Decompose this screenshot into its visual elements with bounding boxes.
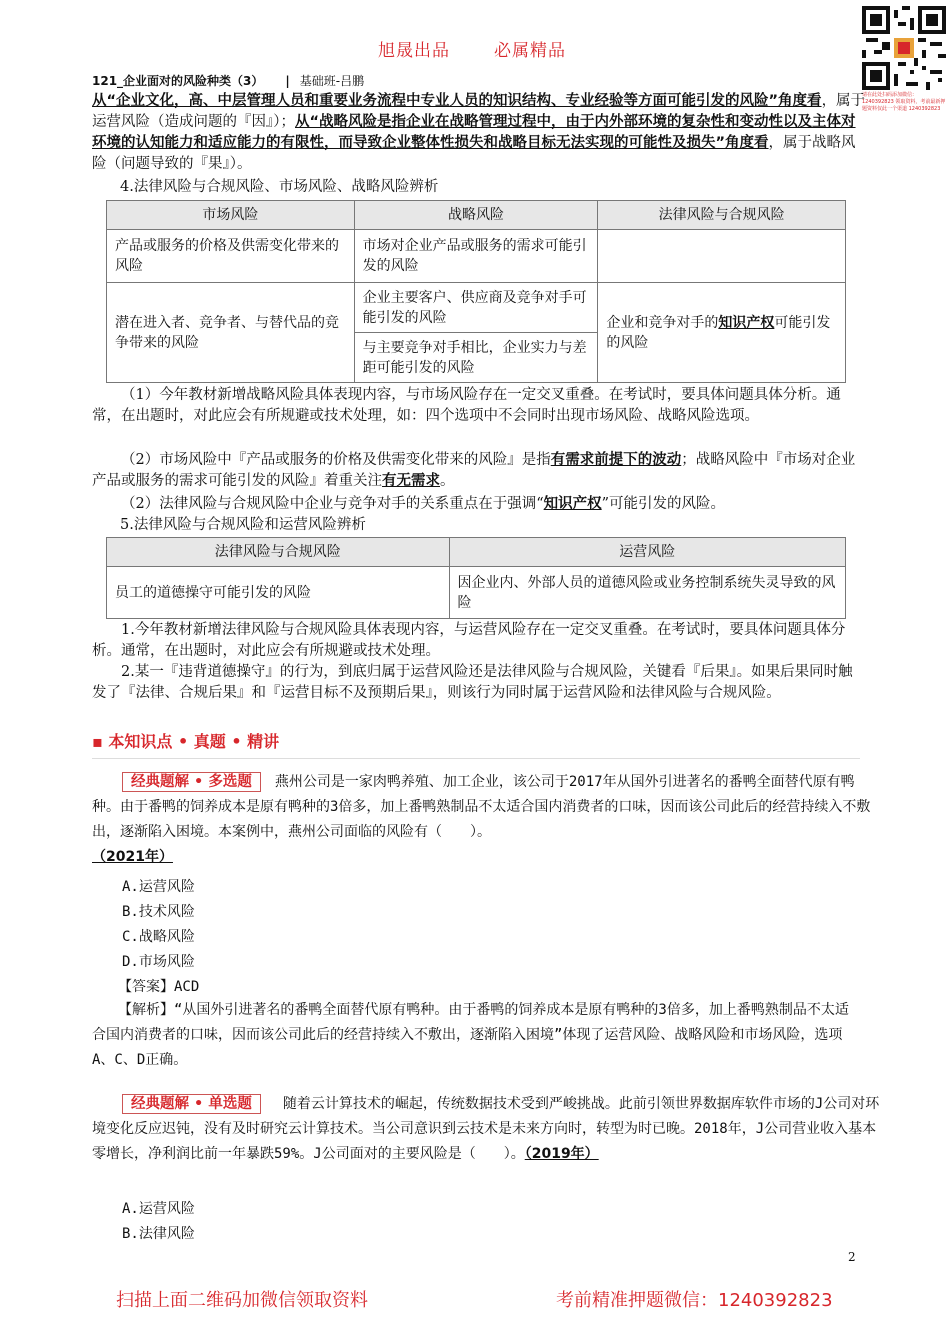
qr-note: 请在此处扫码添加微信：1240392823 领取资料，考前最新押题资料仅此一个渠道 1240392823 [862,92,946,112]
note-text: （2）市场风险中『产品或服务的价格及供需变化带来的风险』是指 [121,452,551,468]
legal-vs-ops-table [106,537,846,619]
option: D.市场风险 [122,954,195,970]
section4-note-2 [92,450,862,492]
note-emphasis: 有无需求 [382,473,440,489]
table-cell: 市场对企业产品或服务的需求可能引发的风险 [354,230,598,283]
qr-code-image [862,6,946,90]
option: A.运营风险 [122,1201,195,1217]
section4-note-3 [92,494,862,515]
note-text: ”可能引发的风险。 [601,496,726,512]
footer-right: 考前精准押题微信：1240392823 [556,1290,833,1311]
page-number: 2 [848,1250,856,1264]
table-cell: 产品或服务的价格及供需变化带来的风险 [107,230,355,283]
note-emphasis: 知识产权 [543,496,602,512]
header-separator: | [285,74,290,88]
question-2 [92,1092,882,1167]
table-cell [598,283,846,383]
section-divider [92,758,860,759]
intro-paragraph [92,91,867,175]
section5-note-2: 2.某一『违背道德操守』的行为，到底归属于运营风险还是法律风险与合规风险，关键看『后果』。如果后果同时触发了『法律、合规后果』和『运营目标不及预期后果』，则该行为同时属于运营风险和法律风险与合规风险。 [92,664,853,701]
risk-comparison-table [106,200,846,383]
answer: 【答案】ACD [118,979,200,995]
note-text: 。 [440,473,455,489]
intro-text-1: ，属于运营风险（造成问题的『因』）； [92,93,866,130]
question-1 [92,770,882,870]
option: A.运营风险 [122,879,195,895]
question-year: （2021年） [92,849,173,865]
note-text: ；战略风险中『市场对企业产品或服务的需求可能引发的风险』着重关注 [92,452,856,489]
intro-emphasis-1: 从“企业文化，高、中层管理人员和重要业务流程中专业人员的知识结构、专业经验等方面可能引发的风险”角度看 [92,93,822,109]
question-type-tag: 经典题解 • 单选题 [122,1094,261,1114]
question-year: （2019年） [524,1146,599,1162]
brand-slogan [378,36,566,61]
section5-note-1: 1.今年教材新增法律风险与合规风险具体表现内容，与运营风险存在一定交叉重叠。在考试时，要具体问题具体分析。通常，在出题时，对此应会有所规避或技术处理。 [92,622,846,659]
note-text: （2）法律风险与合规风险中企业与竞争对手的关系重点在于强调“ [121,496,544,512]
question-stem: 随着云计算技术的崛起，传统数据技术受到严峻挑战。此前引领世界数据库软件市场的J公司对环境变化反应迟钝，没有及时研究云计算技术。当公司意识到云技术是未来方向时，转型为时已晚。2018年，J公司营业收入基本零增长，净利润比前一年暴跌59%。J公司面对的主要风险是（ ）。 [92,1096,880,1162]
intro-text-2: ，属于战略风险（问题导致的『果』）。 [92,135,856,172]
section4-note-1: （1）今年教材新增战略风险具体表现内容，与市场风险存在一定交叉重叠。在考试时，要具体问题具体分析。通常，在出题时，对此应会有所规避或技术处理，如：四个选项中不会同时出现市场风险、战略风险选项。 [92,387,841,424]
option: B.技术风险 [122,904,195,920]
option: C.战略风险 [122,929,195,945]
question-type-tag: 经典题解 • 多选题 [122,772,261,792]
brand-right: 必属精品 [494,41,566,61]
table-row [107,230,846,283]
table-cell: 潜在进入者、竞争者、与替代品的竞争带来的风险 [107,283,355,383]
table-cell [598,230,846,283]
note-emphasis: 有需求前提下的波动 [550,452,682,468]
intro-emphasis-2: 从“战略风险是指企业在战略管理过程中，由于内外部环境的复杂性和变动性以及主体对环境的认知能力和适应能力的有限性，而导致企业整体性损失和战略目标无法实现的可能性及损失”角度看 [92,114,856,151]
knowledge-heading: ▪ 本知识点 • 真题 • 精讲 [92,732,280,751]
footer-left: 扫描上面二维码加微信领取资料 [116,1290,368,1311]
cell-text: 可能引发的风险 [606,314,831,351]
table-row [107,567,846,619]
cell-emphasis: 知识产权 [718,314,775,331]
page-header [92,72,364,89]
table-header-row [107,538,846,567]
table-cell: 与主要竞争对手相比，企业实力与差距可能引发的风险 [354,333,598,383]
table-row [107,283,846,333]
section5-heading: 5.法律风险与合规风险和运营风险辨析 [120,517,366,533]
table-header: 法律风险与合规风险 [107,538,450,567]
course-name: 基础班-吕鹏 [299,74,365,88]
table-header: 市场风险 [107,201,355,230]
table-header-row [107,201,846,230]
table-header: 运营风险 [449,538,845,567]
table-cell: 因企业内、外部人员的道德风险或业务控制系统失灵导致的风险 [449,567,845,619]
question-stem: 燕州公司是一家肉鸭养殖、加工企业，该公司于2017年从国外引进著名的番鸭全面替代原有鸭种。由于番鸭的饲养成本是原有鸭种的3倍多，加上番鸭熟制品不太适合国内消费者的口味，因而该公司此后的经营持续入不敷出，逐渐陷入困境。本案例中，燕州公司面临的风险有（ ）。 [92,774,871,840]
lesson-title: 121_企业面对的风险种类（3） [92,74,264,88]
brand-left: 旭晟出品 [378,41,450,61]
analysis: 【解析】“从国外引进著名的番鸭全面替代原有鸭种。由于番鸭的饲养成本是原有鸭种的3倍多，加上番鸭熟制品不太适合国内消费者的口味，因而该公司此后的经营持续入不敷出，逐渐陷入困境”体现了运营风险、战略风险和市场风险，选项A、C、D正确。 [92,1002,849,1068]
table-cell: 员工的道德操守可能引发的风险 [107,567,450,619]
section4-heading: 4.法律风险与合规风险、市场风险、战略风险辨析 [120,179,439,195]
table-header: 战略风险 [354,201,598,230]
option: B.法律风险 [122,1226,195,1242]
table-cell: 企业主要客户、供应商及竞争对手可能引发的风险 [354,283,598,333]
cell-text: 企业和竞争对手的 [606,314,719,331]
table-header: 法律风险与合规风险 [598,201,846,230]
